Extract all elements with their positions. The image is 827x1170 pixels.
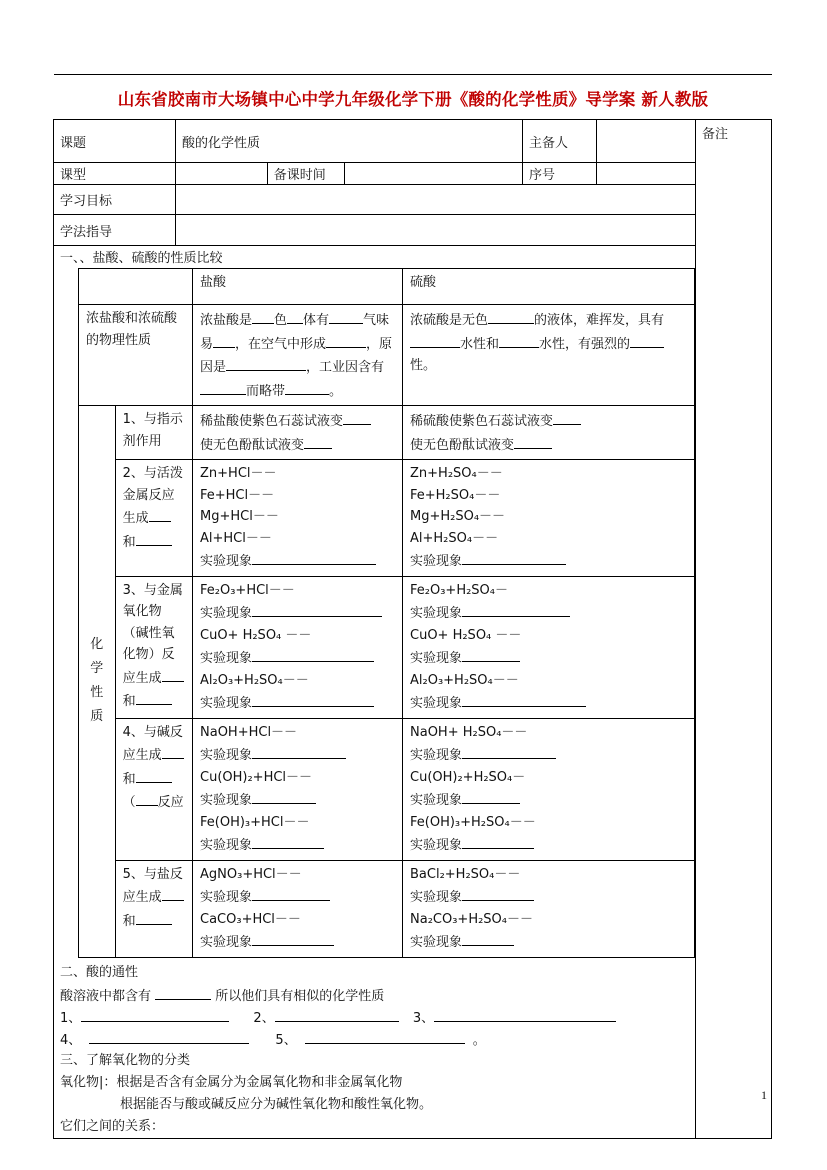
notes-label: 备注 — [702, 127, 729, 142]
row5-label: 5、与盐反应生成 和 — [115, 860, 192, 957]
section1-heading: 一、、盐酸、硫酸的性质比较 — [60, 251, 223, 266]
row3-h2so4: Fe₂O₃+H₂SO₄－ 实验现象 CuO+ H₂SO₄ －－ 实验现象 Al₂O₃+H₂SO₄－－ 实验现象 — [403, 576, 695, 718]
comparison-table — [78, 268, 695, 958]
topic-label: 课题 — [54, 120, 176, 163]
corner-cell — [79, 269, 193, 305]
row3-label: 3、与金属氧化物（碱性氧化物）反应生成 和 — [115, 576, 192, 718]
top-rule — [54, 74, 772, 75]
type-label: 课型 — [54, 163, 176, 185]
row1-hcl: 稀盐酸使紫色石蕊试液变 使无色酚酞试液变 — [193, 406, 403, 460]
row3-hcl: Fe₂O₃+HCl－－ 实验现象 CuO+ H₂SO₄ －－ 实验现象 Al₂O₃+H₂SO₄－－ 实验现象 — [193, 576, 403, 718]
section3-line3: 它们之间的关系： — [60, 1118, 165, 1134]
section3-line1: 氧化物|：根据是否含有金属分为金属氧化物和非金属氧化物 — [60, 1074, 403, 1090]
seq-value — [596, 163, 695, 185]
col-hcl: 盐酸 — [193, 269, 403, 305]
method-label: 学法指导 — [54, 215, 176, 246]
method-value — [175, 215, 695, 246]
document-title: 山东省胶南市大场镇中心中学九年级化学下册《酸的化学性质》导学案 新人教版 — [117, 90, 709, 109]
goal-value — [175, 185, 695, 215]
section3-line2: 根据能否与酸或碱反应分为碱性氧化物和酸性氧化物。 — [120, 1096, 433, 1112]
row4-h2so4: NaOH+ H₂SO₄－－ 实验现象 Cu(OH)₂+H₂SO₄－ 实验现象 Fe(OH)₃+H₂SO₄－－ 实验现象 — [403, 718, 695, 860]
preparer-label: 主备人 — [522, 120, 596, 163]
seq-label: 序号 — [522, 163, 596, 185]
row5-hcl: AgNO₃+HCl－－ 实验现象 CaCO₃+HCl－－ 实验现象 — [193, 860, 403, 957]
prep-time-label: 备课时间 — [267, 163, 344, 185]
section2-items-row2: 4、 5、 。 — [60, 1028, 689, 1050]
col-h2so4: 硫酸 — [403, 269, 695, 305]
topic-value: 酸的化学性质 — [175, 120, 522, 163]
row5-h2so4: BaCl₂+H₂SO₄－－ 实验现象 Na₂CO₃+H₂SO₄－－ 实验现象 — [403, 860, 695, 957]
hcl-physical: 浓盐酸是 色 体有 气味易 ，在空气中形成 ，原因是 ，工业因含有而略带 。 — [193, 305, 403, 406]
content-cell — [54, 246, 696, 1139]
row2-hcl: Zn+HCl－－ Fe+HCl－－ Mg+HCl－－ Al+HCl－－ 实验现象 — [193, 460, 403, 577]
page-number: 1 — [761, 1088, 767, 1102]
section2-line1: 酸溶液中都含有 所以他们具有相似的化学性质 — [60, 984, 689, 1006]
row4-label: 4、与碱反应生成 和 （ 反应 — [115, 718, 192, 860]
notes-column — [696, 120, 772, 1139]
row2-label: 2、与活泼金属反应生成 和 — [115, 460, 192, 577]
section2-heading: 二、酸的通性 — [60, 964, 139, 980]
section2-items-row1: 1、 2、 3、 — [60, 1006, 689, 1028]
h2so4-physical: 浓硫酸是无色 的液体，难挥发，具有水性和 水性，有强烈的性。 — [403, 305, 695, 406]
lesson-plan-table — [53, 119, 772, 1139]
row1-h2so4: 稀硫酸使紫色石蕊试液变 使无色酚酞试液变 — [403, 406, 695, 460]
chem-label: 化学性质 — [79, 406, 116, 958]
preparer-value — [596, 120, 695, 163]
row4-hcl: NaOH+HCl－－ 实验现象 Cu(OH)₂+HCl－－ 实验现象 Fe(OH)₃+HCl－－ 实验现象 — [193, 718, 403, 860]
row2-h2so4: Zn+H₂SO₄－－ Fe+H₂SO₄－－ Mg+H₂SO₄－－ Al+H₂SO₄－－ 实验现象 — [403, 460, 695, 577]
row1-label: 1、与指示剂作用 — [115, 406, 192, 460]
physical-label: 浓盐酸和浓硫酸的物理性质 — [79, 305, 193, 406]
type-value — [175, 163, 267, 185]
goal-label: 学习目标 — [54, 185, 176, 215]
section3-heading: 三、了解氧化物的分类 — [60, 1052, 191, 1068]
prep-time-value — [344, 163, 522, 185]
